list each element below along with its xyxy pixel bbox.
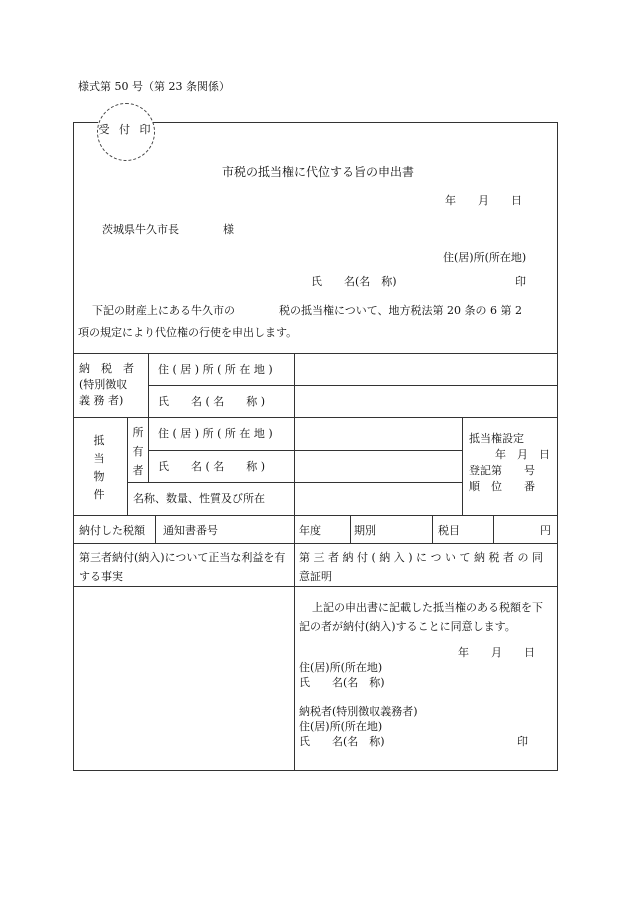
consenter-address-label: 住(居)所(所在地) [299, 661, 383, 674]
mortgage-property-label-2: 当 [93, 452, 105, 465]
vrule-amount-4 [432, 515, 433, 543]
taxpayer-label-line3: 義 務 者) [79, 394, 124, 407]
consent-taxpayer-address-label: 住(居)所(所在地) [299, 720, 383, 733]
addressee: 茨城県牛久市長 様 [102, 223, 234, 236]
consent-taxpayer-label: 納税者(特別徴収義務者) [299, 705, 418, 718]
taxpayer-address-label: 住 ( 居 ) 所 ( 所 在 地 ) [158, 363, 273, 376]
form-title: 市税の抵当権に代位する旨の申出書 [222, 165, 415, 179]
rule-1 [73, 353, 558, 354]
applicant-seal-mark: 印 [515, 275, 526, 288]
vrule-bottom-split [294, 543, 295, 770]
owner-label-2: 有 [132, 445, 144, 458]
consenter-name-label: 氏 名(名 称) [299, 676, 385, 689]
consent-seal-mark: 印 [517, 735, 528, 748]
vrule-amount-5 [493, 515, 494, 543]
reception-stamp-label: 受 付 印 [98, 123, 154, 136]
taxpayer-label-line2: (特別徴収 [79, 378, 128, 391]
applicant-address-label: 住(居)所(所在地) [443, 251, 527, 264]
third-party-interest-label: 第三者納付(納入)について正当な利益を有する事実 [79, 551, 286, 583]
yen-label: 円 [540, 524, 551, 537]
taxpayer-label-line1: 納 税 者 [79, 362, 134, 375]
frame-top-right [152, 122, 558, 123]
frame-left [73, 122, 74, 770]
tax-amount-label: 納付した税額 [79, 524, 145, 537]
notice-number-label: 通知書番号 [163, 524, 218, 537]
applicant-name-label: 氏 名(名 称) [311, 275, 397, 288]
mortgage-property-label-1: 抵 [93, 434, 105, 447]
tax-item-label: 税目 [438, 524, 460, 537]
owner-name-label: 氏 名 ( 名 称 ) [158, 460, 266, 473]
vrule-owner-value [294, 417, 295, 515]
owner-address-label: 住 ( 居 ) 所 ( 所 在 地 ) [158, 427, 273, 440]
reception-stamp-circle [97, 103, 155, 161]
frame-right [557, 122, 558, 770]
rule-4 [148, 450, 462, 451]
vrule-taxpayer-value [294, 353, 295, 417]
mortgage-setting-title: 抵当権設定 [469, 432, 524, 445]
frame-top-left [73, 122, 98, 123]
owner-label-1: 所 [132, 426, 144, 439]
vrule-property [127, 417, 128, 515]
owner-label-3: 者 [132, 464, 144, 477]
body-text-line1: 下記の財産上にある牛久市の 税の抵当権について、地方税法第 20 条の 6 第 2 [92, 304, 523, 317]
date-line: 年 月 日 [445, 194, 522, 207]
rule-2 [148, 385, 558, 386]
frame-bottom [73, 770, 558, 771]
term-label: 期別 [354, 524, 376, 537]
vrule-mortgage-setting [462, 417, 463, 515]
mortgage-property-label-3: 物 [93, 470, 105, 483]
mortgage-setting-registration: 登記第 号 [469, 464, 535, 477]
rule-6 [73, 515, 558, 516]
body-text-line2: 項の規定により代位権の行使を申出します。 [78, 326, 298, 339]
vrule-owner [148, 417, 149, 482]
consent-text: 上記の申出書に記載した抵当権のある税額を下記の者が納付(納入)することに同意します。 [299, 601, 543, 633]
mortgage-setting-date: 年 月 日 [495, 448, 550, 461]
mortgage-setting-rank: 順 位 番 [469, 480, 535, 493]
taxpayer-name-label: 氏 名 ( 名 称 ) [158, 395, 266, 408]
vrule-amount-1 [155, 515, 156, 543]
rule-3 [73, 417, 558, 418]
vrule-amount-3 [350, 515, 351, 543]
form-number: 様式第 50 号（第 23 条関係） [78, 80, 230, 93]
consent-date: 年 月 日 [458, 646, 535, 659]
rule-7 [73, 543, 558, 544]
fiscal-year-label: 年度 [299, 524, 321, 537]
third-party-consent-label: 第 三 者 納 付 ( 納 入 ) に つ い て 納 税 者 の 同 意証明 [299, 551, 544, 583]
consent-taxpayer-name-label: 氏 名(名 称) [299, 735, 385, 748]
mortgage-property-label-4: 件 [93, 488, 105, 501]
property-details-label: 名称、数量、性質及び所在 [133, 492, 265, 505]
vrule-amount-2 [294, 515, 295, 543]
rule-8 [73, 586, 558, 587]
vrule-taxpayer [148, 353, 149, 417]
